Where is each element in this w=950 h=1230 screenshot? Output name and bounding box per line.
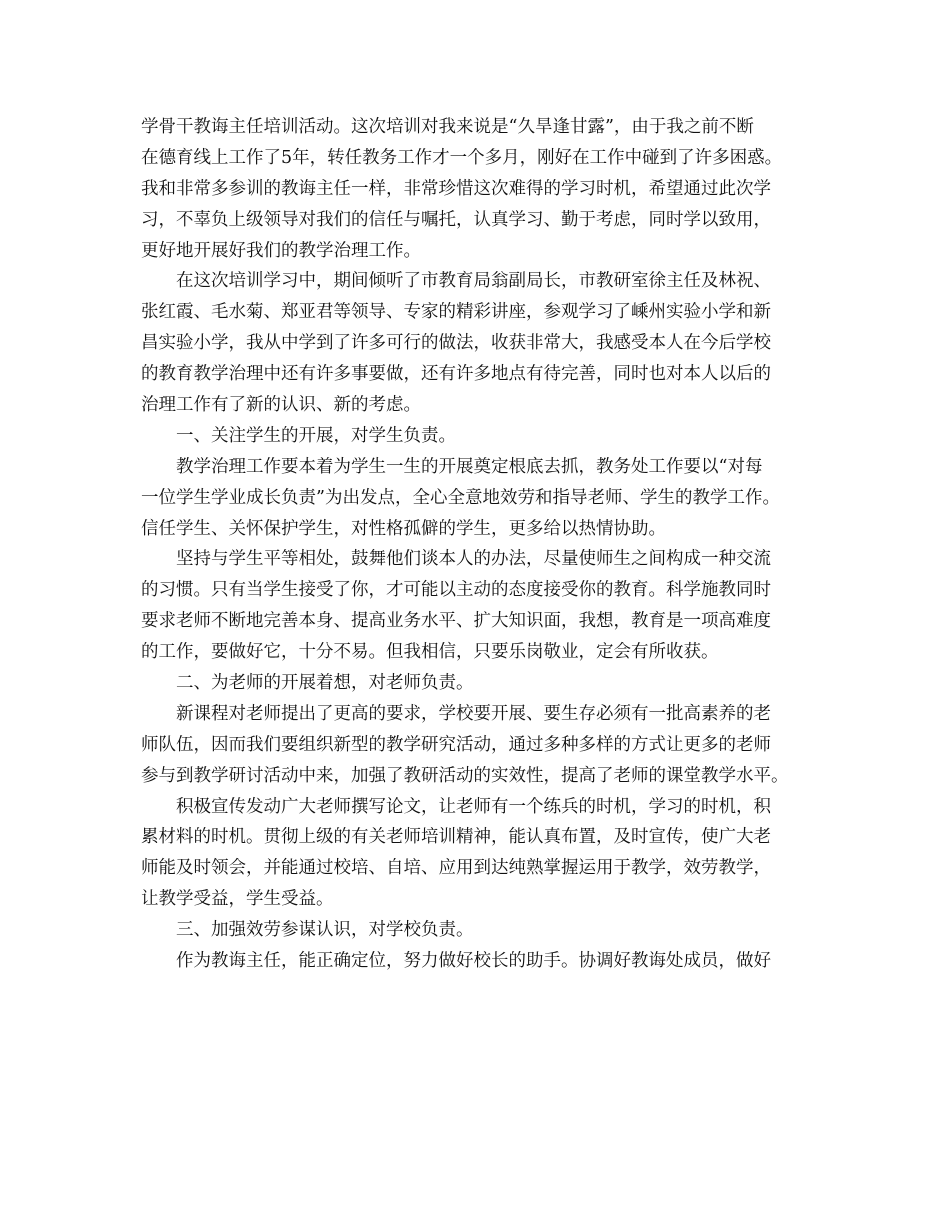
text-line: 参与到教学研讨活动中来，加强了教研活动的实效性，提高了老师的课堂教学水平。 — [141, 765, 789, 786]
text-line: 的教育教学治理中还有许多事要做，还有许多地点有待完善，同时也对本人以后的 — [141, 364, 771, 385]
paragraph-first-line: 作为教诲主任，能正确定位，努力做好校长的助手。协调好教诲处成员，做好 — [176, 951, 771, 972]
text-line: 学骨干教诲主任培训活动。这次培训对我来说是“久旱逢甘露”，由于我之前不断 — [141, 117, 754, 137]
text-line: 更好地开展好我们的教学治理工作。 — [141, 240, 421, 261]
text-line: 要求老师不断地完善本身、提高业务水平、扩大知识面，我想，教育是一项高难度 — [141, 611, 771, 632]
text-line: 一位学生学业成长负责”为出发点，全心全意地效劳和指导老师、学生的教学工作。 — [141, 487, 780, 508]
text-line: 信任学生、关怀保护学生，对性格孤僻的学生，更多给以热情协助。 — [141, 518, 666, 539]
text-line: 的工作，要做好它，十分不易。但我相信，只要乐岗敬业，定会有所收获。 — [141, 642, 719, 663]
document-body — [141, 112, 831, 977]
text-line: 的习惯。只有当学生接受了你，才可能以主动的态度接受你的教育。科学施教同时 — [141, 580, 771, 601]
paragraph-first-line: 新课程对老师提出了更高的要求，学校要开展、要生存必须有一批高素养的老 — [176, 703, 771, 724]
text-line: 治理工作有了新的认识、新的考虑。 — [141, 395, 421, 416]
section-heading: 三、加强效劳参谋认识，对学校负责。 — [176, 920, 474, 941]
text-line: 让教学受益，学生受益。 — [141, 889, 334, 910]
text-line: 张红霞、毛水菊、郑亚君等领导、专家的精彩讲座，参观学习了嵊州实验小学和新 — [141, 302, 771, 323]
text-line: 累材料的时机。贯彻上级的有关老师培训精神，能认真布置，及时宣传，使广大老 — [141, 827, 771, 848]
paragraph-first-line: 教学治理工作要本着为学生一生的开展奠定根底去抓，教务处工作要以“对每 — [176, 456, 763, 477]
text-line: 昌实验小学，我从中学到了许多可行的做法，收获非常大，我感受本人在今后学校 — [141, 333, 771, 354]
text-line: 师能及时领会，并能通过校培、自培、应用到达纯熟掌握运用于教学，效劳教学， — [141, 858, 771, 879]
text-line: 习，不辜负上级领导对我们的信任与嘱托，认真学习、勤于考虑，同时学以致用， — [141, 209, 771, 230]
paragraph-first-line: 积极宣传发动广大老师撰写论文，让老师有一个练兵的时机，学习的时机，积 — [176, 796, 771, 817]
text-line: 在德育线上工作了5年，转任教务工作才一个多月，刚好在工作中碰到了许多困惑。 — [141, 147, 783, 168]
text-line: 师队伍，因而我们要组织新型的教学研究活动，通过多种多样的方式让更多的老师 — [141, 734, 771, 755]
paragraph-first-line: 坚持与学生平等相处，鼓舞他们谈本人的办法，尽量使师生之间构成一种交流 — [176, 549, 771, 570]
paragraph-first-line: 在这次培训学习中，期间倾听了市教育局翁副局长，市教研室徐主任及林祝、 — [176, 271, 771, 292]
text-line: 我和非常多参训的教诲主任一样，非常珍惜这次难得的学习时机，希望通过此次学 — [141, 178, 771, 199]
section-heading: 二、为老师的开展着想，对老师负责。 — [176, 673, 474, 694]
section-heading: 一、关注学生的开展，对学生负责。 — [176, 425, 456, 446]
